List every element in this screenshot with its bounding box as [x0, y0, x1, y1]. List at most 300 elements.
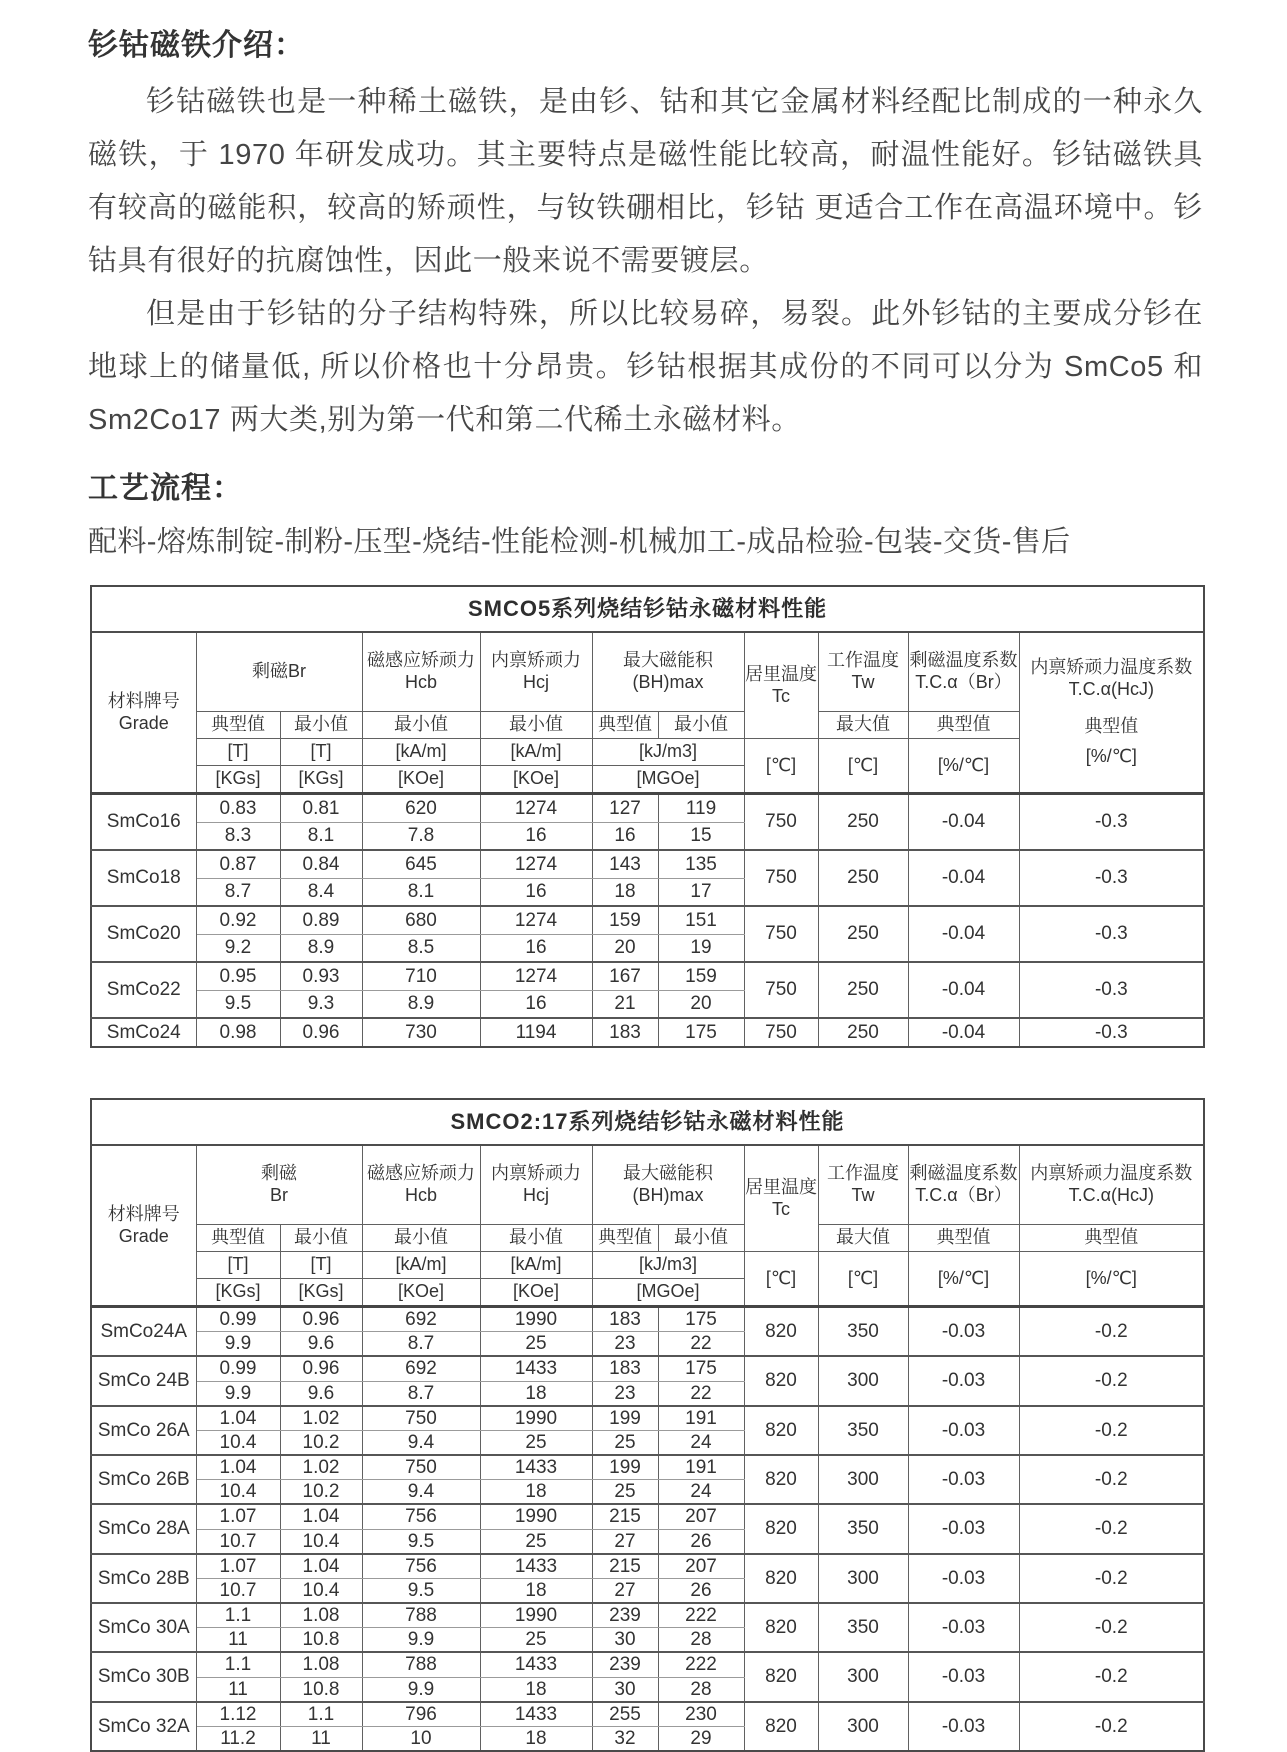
value-cell: 820	[744, 1504, 818, 1553]
value-cell: 183	[592, 1307, 658, 1332]
header-cell: 最小值	[480, 712, 592, 739]
value-cell: 16	[480, 879, 592, 907]
value-cell: 820	[744, 1652, 818, 1701]
value-cell: -0.03	[908, 1406, 1019, 1455]
value-cell: 0.89	[280, 906, 362, 935]
value-cell: 10.4	[280, 1578, 362, 1603]
value-cell: 199	[592, 1455, 658, 1480]
value-cell: 8.3	[196, 823, 280, 851]
value-cell: 750	[744, 962, 818, 1018]
value-cell: 28	[658, 1628, 744, 1653]
value-cell: 0.84	[280, 850, 362, 879]
value-cell: 30	[592, 1677, 658, 1702]
value-cell: 239	[592, 1603, 658, 1628]
value-cell: 10.2	[280, 1480, 362, 1505]
grade-cell: SmCo 24B	[91, 1356, 196, 1405]
value-cell: 16	[480, 935, 592, 963]
grade-cell: SmCo24	[91, 1018, 196, 1047]
value-cell: 0.98	[196, 1018, 280, 1047]
value-cell: 22	[658, 1332, 744, 1357]
value-cell: 8.5	[362, 935, 480, 963]
value-cell: 26	[658, 1578, 744, 1603]
header-cell: [℃]	[744, 739, 818, 794]
value-cell: 750	[744, 906, 818, 962]
value-cell: 199	[592, 1406, 658, 1431]
value-cell: 750	[744, 794, 818, 851]
header-cell: 最大值	[818, 1225, 908, 1252]
value-cell: 1.04	[280, 1504, 362, 1529]
value-cell: 25	[592, 1430, 658, 1455]
value-cell: 28	[658, 1677, 744, 1702]
value-cell: 11.2	[196, 1726, 280, 1751]
header-cell: [T]	[280, 1252, 362, 1279]
value-cell: 1194	[480, 1018, 592, 1047]
value-cell: 18	[480, 1726, 592, 1751]
grade-cell: SmCo 26B	[91, 1455, 196, 1504]
value-cell: 1.1	[196, 1652, 280, 1677]
grade-cell: SmCo 32A	[91, 1702, 196, 1751]
value-cell: 1.07	[196, 1504, 280, 1529]
value-cell: -0.03	[908, 1356, 1019, 1405]
grade-cell: SmCo 26A	[91, 1406, 196, 1455]
value-cell: 16	[592, 823, 658, 851]
header-cell: [T]	[280, 739, 362, 766]
header-cell: 最大磁能积 (BH)max	[592, 1145, 744, 1225]
value-cell: 11	[280, 1726, 362, 1751]
value-cell: 820	[744, 1356, 818, 1405]
value-cell: 250	[818, 962, 908, 1018]
value-cell: 10	[362, 1726, 480, 1751]
value-cell: 25	[480, 1332, 592, 1357]
value-cell: 820	[744, 1554, 818, 1603]
value-cell: 10.4	[280, 1529, 362, 1554]
value-cell: 21	[592, 991, 658, 1019]
value-cell: 175	[658, 1307, 744, 1332]
value-cell: 10.8	[280, 1677, 362, 1702]
header-cell: 剩磁温度系数 T.C.α（Br）	[908, 1145, 1019, 1225]
header-cell: 内禀矫顽力 Hcj	[480, 1145, 592, 1225]
value-cell: 1433	[480, 1702, 592, 1727]
grade-cell: SmCo20	[91, 906, 196, 962]
grade-header-cell: 材料牌号 Grade	[91, 632, 196, 794]
value-cell: -0.03	[908, 1603, 1019, 1652]
value-cell: -0.2	[1019, 1406, 1204, 1455]
grade-cell: SmCo22	[91, 962, 196, 1018]
value-cell: 750	[362, 1455, 480, 1480]
value-cell: 207	[658, 1554, 744, 1579]
value-cell: -0.3	[1019, 906, 1204, 962]
value-cell: 350	[818, 1603, 908, 1652]
value-cell: -0.03	[908, 1652, 1019, 1701]
header-cell: 工作温度 Tw	[818, 632, 908, 712]
value-cell: 230	[658, 1702, 744, 1727]
value-cell: 1990	[480, 1504, 592, 1529]
value-cell: 119	[658, 794, 744, 823]
value-cell: 159	[658, 962, 744, 991]
value-cell: 222	[658, 1603, 744, 1628]
value-cell: 1274	[480, 850, 592, 879]
value-cell: 820	[744, 1603, 818, 1652]
value-cell: -0.2	[1019, 1702, 1204, 1751]
value-cell: 17	[658, 879, 744, 907]
value-cell: -0.03	[908, 1702, 1019, 1751]
header-cell: [MGOe]	[592, 766, 744, 794]
value-cell: 756	[362, 1504, 480, 1529]
value-cell: 820	[744, 1307, 818, 1357]
value-cell: 25	[480, 1628, 592, 1653]
value-cell: 23	[592, 1332, 658, 1357]
value-cell: 0.96	[280, 1018, 362, 1047]
value-cell: 191	[658, 1455, 744, 1480]
value-cell: 215	[592, 1554, 658, 1579]
value-cell: 0.99	[196, 1307, 280, 1332]
value-cell: -0.04	[908, 906, 1019, 962]
header-cell: 典型值	[592, 1225, 658, 1252]
grade-cell: SmCo 30B	[91, 1652, 196, 1701]
value-cell: 1274	[480, 794, 592, 823]
value-cell: -0.04	[908, 794, 1019, 851]
value-cell: 8.7	[196, 879, 280, 907]
value-cell: 0.83	[196, 794, 280, 823]
value-cell: 10.7	[196, 1529, 280, 1554]
value-cell: 222	[658, 1652, 744, 1677]
header-cell: [℃]	[744, 1252, 818, 1307]
value-cell: 24	[658, 1430, 744, 1455]
value-cell: -0.2	[1019, 1652, 1204, 1701]
value-cell: 250	[818, 1018, 908, 1047]
value-cell: 255	[592, 1702, 658, 1727]
value-cell: 0.81	[280, 794, 362, 823]
value-cell: 135	[658, 850, 744, 879]
value-cell: 9.5	[362, 1529, 480, 1554]
value-cell: 239	[592, 1652, 658, 1677]
value-cell: 1.12	[196, 1702, 280, 1727]
header-cell: 典型值	[908, 712, 1019, 739]
value-cell: 1.02	[280, 1455, 362, 1480]
header-cell: 磁感应矫顽力 Hcb	[362, 632, 480, 712]
value-cell: 127	[592, 794, 658, 823]
value-cell: -0.2	[1019, 1504, 1204, 1553]
value-cell: -0.2	[1019, 1554, 1204, 1603]
header-cell: 磁感应矫顽力 Hcb	[362, 1145, 480, 1225]
value-cell: 300	[818, 1554, 908, 1603]
value-cell: -0.03	[908, 1554, 1019, 1603]
value-cell: 1433	[480, 1554, 592, 1579]
value-cell: 8.1	[362, 879, 480, 907]
value-cell: 23	[592, 1381, 658, 1406]
value-cell: 9.4	[362, 1480, 480, 1505]
value-cell: 300	[818, 1455, 908, 1504]
value-cell: 730	[362, 1018, 480, 1047]
smco5-properties-table	[90, 585, 1205, 1048]
value-cell: 19	[658, 935, 744, 963]
grade-cell: SmCo 30A	[91, 1603, 196, 1652]
value-cell: 796	[362, 1702, 480, 1727]
value-cell: 1990	[480, 1307, 592, 1332]
value-cell: 10.8	[280, 1628, 362, 1653]
value-cell: 0.87	[196, 850, 280, 879]
value-cell: 750	[744, 1018, 818, 1047]
value-cell: 18	[592, 879, 658, 907]
value-cell: 350	[818, 1504, 908, 1553]
value-cell: 20	[592, 935, 658, 963]
value-cell: 8.7	[362, 1381, 480, 1406]
value-cell: 26	[658, 1529, 744, 1554]
process-flow-text: 配料-熔炼制锭-制粉-压型-烧结-性能检测-机械加工-成品检验-包装-交货-售后	[88, 526, 1071, 558]
value-cell: 1.04	[196, 1406, 280, 1431]
header-cell: [MGOe]	[592, 1279, 744, 1307]
value-cell: 250	[818, 906, 908, 962]
value-cell: -0.3	[1019, 794, 1204, 851]
value-cell: -0.3	[1019, 962, 1204, 1018]
header-cell: [T]	[196, 739, 280, 766]
value-cell: 1.04	[280, 1554, 362, 1579]
header-cell: 最小值	[480, 1225, 592, 1252]
value-cell: 0.92	[196, 906, 280, 935]
header-cell: 最小值	[280, 712, 362, 739]
value-cell: 27	[592, 1578, 658, 1603]
value-cell: 0.96	[280, 1356, 362, 1381]
value-cell: 24	[658, 1480, 744, 1505]
value-cell: -0.03	[908, 1307, 1019, 1357]
value-cell: 350	[818, 1307, 908, 1357]
value-cell: 1274	[480, 906, 592, 935]
value-cell: 300	[818, 1356, 908, 1405]
value-cell: -0.03	[908, 1455, 1019, 1504]
value-cell: 1.08	[280, 1652, 362, 1677]
header-cell: 典型值	[908, 1225, 1019, 1252]
value-cell: 250	[818, 794, 908, 851]
value-cell: 9.6	[280, 1381, 362, 1406]
header-cell: 内禀矫顽力 Hcj	[480, 632, 592, 712]
value-cell: -0.04	[908, 850, 1019, 906]
value-cell: 9.9	[196, 1381, 280, 1406]
header-cell: [KOe]	[480, 766, 592, 794]
value-cell: 300	[818, 1702, 908, 1751]
header-cell: [kA/m]	[480, 1252, 592, 1279]
value-cell: 16	[480, 823, 592, 851]
grade-cell: SmCo 28A	[91, 1504, 196, 1553]
value-cell: 22	[658, 1381, 744, 1406]
header-cell: 典型值	[196, 712, 280, 739]
value-cell: 9.9	[362, 1628, 480, 1653]
header-cell: 最小值	[280, 1225, 362, 1252]
grade-cell: SmCo16	[91, 794, 196, 851]
header-cell: 最小值	[362, 1225, 480, 1252]
value-cell: 215	[592, 1504, 658, 1529]
header-cell: 典型值	[1019, 1225, 1204, 1252]
value-cell: 143	[592, 850, 658, 879]
value-cell: 0.99	[196, 1356, 280, 1381]
value-cell: 692	[362, 1307, 480, 1332]
value-cell: 175	[658, 1018, 744, 1047]
value-cell: -0.2	[1019, 1356, 1204, 1405]
value-cell: 1.02	[280, 1406, 362, 1431]
value-cell: 750	[362, 1406, 480, 1431]
value-cell: 350	[818, 1406, 908, 1455]
value-cell: 820	[744, 1406, 818, 1455]
grade-cell: SmCo 28B	[91, 1554, 196, 1603]
header-cell: 最小值	[658, 1225, 744, 1252]
value-cell: 10.4	[196, 1430, 280, 1455]
header-cell: [KGs]	[280, 1279, 362, 1307]
value-cell: -0.04	[908, 1018, 1019, 1047]
value-cell: 8.9	[362, 991, 480, 1019]
header-cell: [℃]	[818, 1252, 908, 1307]
value-cell: 0.96	[280, 1307, 362, 1332]
value-cell: 9.4	[362, 1430, 480, 1455]
value-cell: 788	[362, 1652, 480, 1677]
value-cell: 1.08	[280, 1603, 362, 1628]
value-cell: 167	[592, 962, 658, 991]
header-cell: 内禀矫顽力温度系数 T.C.α(HcJ)	[1019, 1145, 1204, 1225]
header-cell: [%/℃]	[908, 1252, 1019, 1307]
value-cell: 159	[592, 906, 658, 935]
table-title: SMCO5系列烧结钐钴永磁材料性能	[91, 586, 1204, 632]
value-cell: 710	[362, 962, 480, 991]
value-cell: 151	[658, 906, 744, 935]
header-cell: [%/℃]	[908, 739, 1019, 794]
grade-header-cell: 材料牌号 Grade	[91, 1145, 196, 1307]
value-cell: 1990	[480, 1406, 592, 1431]
value-cell: 750	[744, 850, 818, 906]
smco217-properties-table	[90, 1098, 1205, 1752]
value-cell: -0.2	[1019, 1455, 1204, 1504]
value-cell: 820	[744, 1455, 818, 1504]
header-cell: 内禀矫顽力温度系数 T.C.α(HcJ) 典型值 [%/℃]	[1019, 632, 1204, 794]
intro-paragraph-2: 但是由于钐钴的分子结构特殊，所以比较易碎，易裂。此外钐钴的主要成分钐在地球上的储量低, 所以价格也十分昂贵。钐钴根据其成份的不同可以分为 SmCo5 和 Sm2Co17 两大类,别为第一代和第二代稀土永磁材料。	[88, 298, 1203, 436]
value-cell: 756	[362, 1554, 480, 1579]
intro-paragraph-1: 钐钴磁铁也是一种稀土磁铁，是由钐、钴和其它金属材料经配比制成的一种永久磁铁，于 1970 年研发成功。其主要特点是磁性能比较高，耐温性能好。钐钴磁铁具有较高的磁能积，较高的矫顽性，与钕铁硼相比，钐钴 更适合工作在高温环境中。钐钴具有很好的抗腐蚀性，因此一般来说不需要镀层。	[88, 86, 1203, 277]
value-cell: 680	[362, 906, 480, 935]
header-cell: 最大磁能积 (BH)max	[592, 632, 744, 712]
value-cell: 18	[480, 1578, 592, 1603]
value-cell: 207	[658, 1504, 744, 1529]
value-cell: 10.4	[196, 1480, 280, 1505]
header-cell: 剩磁 Br	[196, 1145, 362, 1225]
header-cell: [KGs]	[196, 766, 280, 794]
value-cell: 1274	[480, 962, 592, 991]
value-cell: -0.3	[1019, 850, 1204, 906]
value-cell: -0.04	[908, 962, 1019, 1018]
value-cell: 29	[658, 1726, 744, 1751]
value-cell: 1990	[480, 1603, 592, 1628]
header-cell: 最大值	[818, 712, 908, 739]
header-cell: 剩磁温度系数 T.C.α（Br）	[908, 632, 1019, 712]
value-cell: 16	[480, 991, 592, 1019]
grade-cell: SmCo24A	[91, 1307, 196, 1357]
value-cell: -0.03	[908, 1504, 1019, 1553]
value-cell: 1.1	[280, 1702, 362, 1727]
value-cell: 9.9	[362, 1677, 480, 1702]
header-cell: [KOe]	[362, 1279, 480, 1307]
header-cell: [℃]	[818, 739, 908, 794]
value-cell: 25	[480, 1529, 592, 1554]
value-cell: 25	[480, 1430, 592, 1455]
value-cell: 1.1	[196, 1603, 280, 1628]
value-cell: 9.9	[196, 1332, 280, 1357]
header-cell: 最小值	[362, 712, 480, 739]
value-cell: 30	[592, 1628, 658, 1653]
value-cell: 645	[362, 850, 480, 879]
value-cell: 183	[592, 1356, 658, 1381]
header-cell: 最小值	[658, 712, 744, 739]
value-cell: 788	[362, 1603, 480, 1628]
header-cell: 典型值	[196, 1225, 280, 1252]
value-cell: 9.5	[362, 1578, 480, 1603]
header-cell: 典型值	[592, 712, 658, 739]
header-cell: [kJ/m3]	[592, 1252, 744, 1279]
value-cell: 10.7	[196, 1578, 280, 1603]
header-cell: [T]	[196, 1252, 280, 1279]
value-cell: 0.95	[196, 962, 280, 991]
value-cell: 8.7	[362, 1332, 480, 1357]
value-cell: 250	[818, 850, 908, 906]
value-cell: 15	[658, 823, 744, 851]
value-cell: 1433	[480, 1652, 592, 1677]
header-cell: [KGs]	[196, 1279, 280, 1307]
header-cell: [KGs]	[280, 766, 362, 794]
value-cell: 1.07	[196, 1554, 280, 1579]
value-cell: 18	[480, 1480, 592, 1505]
value-cell: 25	[592, 1480, 658, 1505]
value-cell: 11	[196, 1628, 280, 1653]
table-title: SMCO2:17系列烧结钐钴永磁材料性能	[91, 1099, 1204, 1145]
header-cell: [KOe]	[480, 1279, 592, 1307]
value-cell: 7.8	[362, 823, 480, 851]
value-cell: 20	[658, 991, 744, 1019]
header-cell: 居里温度 Tc	[744, 632, 818, 739]
header-cell: [KOe]	[362, 766, 480, 794]
value-cell: 32	[592, 1726, 658, 1751]
intro-heading: 钐钴磁铁介绍：	[88, 29, 305, 62]
header-cell: [kJ/m3]	[592, 739, 744, 766]
header-cell: 剩磁Br	[196, 632, 362, 712]
process-heading: 工艺流程：	[88, 472, 243, 505]
grade-cell: SmCo18	[91, 850, 196, 906]
value-cell: 175	[658, 1356, 744, 1381]
value-cell: 692	[362, 1356, 480, 1381]
header-cell: [%/℃]	[1019, 1252, 1204, 1307]
value-cell: 8.1	[280, 823, 362, 851]
value-cell: -0.3	[1019, 1018, 1204, 1047]
header-cell: [kA/m]	[362, 739, 480, 766]
header-cell: [kA/m]	[362, 1252, 480, 1279]
value-cell: 11	[196, 1677, 280, 1702]
value-cell: 9.2	[196, 935, 280, 963]
value-cell: 9.6	[280, 1332, 362, 1357]
value-cell: 9.5	[196, 991, 280, 1019]
header-cell: 工作温度 Tw	[818, 1145, 908, 1225]
value-cell: 8.4	[280, 879, 362, 907]
value-cell: 9.3	[280, 991, 362, 1019]
value-cell: 1.04	[196, 1455, 280, 1480]
value-cell: -0.2	[1019, 1603, 1204, 1652]
value-cell: 191	[658, 1406, 744, 1431]
value-cell: 0.93	[280, 962, 362, 991]
value-cell: 18	[480, 1381, 592, 1406]
value-cell: 620	[362, 794, 480, 823]
value-cell: 820	[744, 1702, 818, 1751]
value-cell: 183	[592, 1018, 658, 1047]
value-cell: 1433	[480, 1455, 592, 1480]
value-cell: 1433	[480, 1356, 592, 1381]
value-cell: 8.9	[280, 935, 362, 963]
value-cell: 27	[592, 1529, 658, 1554]
value-cell: 18	[480, 1677, 592, 1702]
value-cell: -0.2	[1019, 1307, 1204, 1357]
value-cell: 300	[818, 1652, 908, 1701]
